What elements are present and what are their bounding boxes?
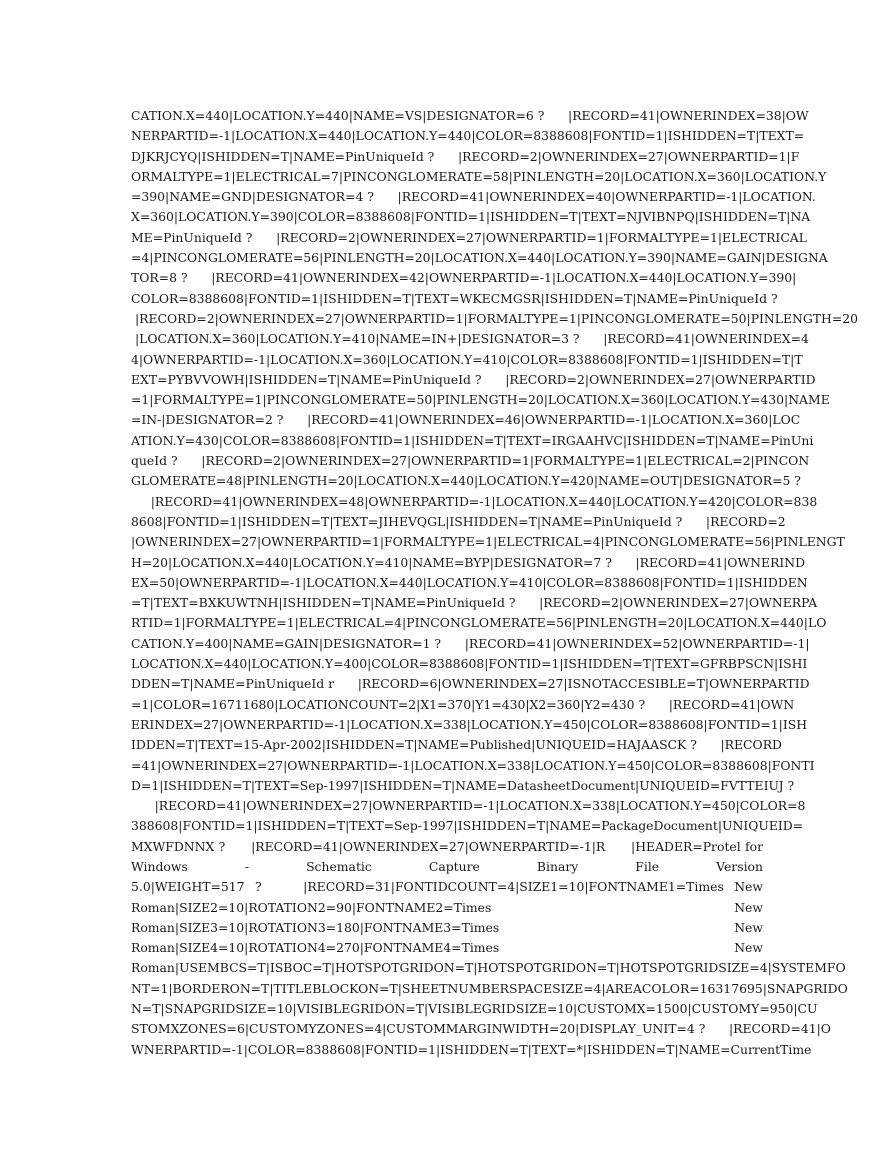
text-line: D=1|ISHIDDEN=T|TEXT=Sep-1997|ISHIDDEN=T|NAME=DatasheetDocument|UNIQUEID=FVTTEIUJ ?: [131, 777, 795, 793]
text-line: Roman|SIZE3=10|ROTATION3=180|FONTNAME3=Times New: [131, 919, 763, 935]
text-line: CATION.Y=400|NAME=GAIN|DESIGNATOR=1 ? |RECORD=41|OWNERINDEX=52|OWNERPARTID=-1|: [131, 635, 810, 651]
text-line: Windows - Schematic Capture Binary File Version: [131, 858, 763, 874]
text-line: NERPARTID=-1|LOCATION.X=440|LOCATION.Y=440|COLOR=8388608|FONTID=1|ISHIDDEN=T|TEXT=: [131, 128, 805, 144]
text-line: X=360|LOCATION.Y=390|COLOR=8388608|FONTID=1|ISHIDDEN=T|TEXT=NJVIBNPQ|ISHIDDEN=T|NA: [131, 209, 811, 225]
text-line: 5.0|WEIGHT=517 ? |RECORD=31|FONTIDCOUNT=4|SIZE1=10|FONTNAME1=Times New: [131, 879, 763, 895]
text-line: Roman|SIZE2=10|ROTATION2=90|FONTNAME2=Times New: [131, 899, 763, 915]
text-line: 388608|FONTID=1|ISHIDDEN=T|TEXT=Sep-1997|ISHIDDEN=T|NAME=PackageDocument|UNIQUEID=: [131, 818, 804, 834]
text-line: EXT=PYBVVOWH|ISHIDDEN=T|NAME=PinUniqueId ? |RECORD=2|OWNERINDEX=27|OWNERPARTID: [131, 371, 816, 387]
text-line: |RECORD=41|OWNERINDEX=48|OWNERPARTID=-1|LOCATION.X=440|LOCATION.Y=420|COLOR=838: [131, 493, 818, 509]
text-line: ME=PinUniqueId ? |RECORD=2|OWNERINDEX=27|OWNERPARTID=1|FORMALTYPE=1|ELECTRICAL: [131, 229, 807, 245]
text-line: GLOMERATE=48|PINLENGTH=20|LOCATION.X=440|LOCATION.Y=420|NAME=OUT|DESIGNATOR=5 ?: [131, 473, 801, 489]
text-line: =IN-|DESIGNATOR=2 ? |RECORD=41|OWNERINDEX=46|OWNERPARTID=-1|LOCATION.X=360|LOC: [131, 412, 801, 428]
text-line: =41|OWNERINDEX=27|OWNERPARTID=-1|LOCATION.X=338|LOCATION.Y=450|COLOR=8388608|FONTI: [131, 757, 815, 773]
text-line: COLOR=8388608|FONTID=1|ISHIDDEN=T|TEXT=WKECMGSR|ISHIDDEN=T|NAME=PinUniqueId ?: [131, 290, 778, 306]
document-body-text: [131, 106, 859, 1060]
text-line: DDEN=T|NAME=PinUniqueId r |RECORD=6|OWNERINDEX=27|ISNOTACCESIBLE=T|OWNERPARTID: [131, 676, 810, 692]
text-line: |RECORD=41|OWNERINDEX=27|OWNERPARTID=-1|LOCATION.X=338|LOCATION.Y=450|COLOR=8: [131, 798, 806, 814]
text-line: queId ? |RECORD=2|OWNERINDEX=27|OWNERPARTID=1|FORMALTYPE=1|ELECTRICAL=2|PINCON: [131, 453, 810, 469]
text-line: Roman|SIZE4=10|ROTATION4=270|FONTNAME4=Times New: [131, 940, 763, 956]
text-line: H=20|LOCATION.X=440|LOCATION.Y=410|NAME=BYP|DESIGNATOR=7 ? |RECORD=41|OWNERIND: [131, 554, 806, 570]
text-line: ERINDEX=27|OWNERPARTID=-1|LOCATION.X=338|LOCATION.Y=450|COLOR=8388608|FONTID=1|ISH: [131, 716, 808, 732]
text-line: NT=1|BORDERON=T|TITLEBLOCKON=T|SHEETNUMBERSPACESIZE=4|AREACOLOR=16317695|SNAPGRIDO: [131, 980, 848, 996]
text-line: LOCATION.X=440|LOCATION.Y=400|COLOR=8388608|FONTID=1|ISHIDDEN=T|TEXT=GFRBPSCN|ISHI: [131, 656, 808, 672]
text-line: RTID=1|FORMALTYPE=1|ELECTRICAL=4|PINCONGLOMERATE=56|PINLENGTH=20|LOCATION.X=440|LO: [131, 615, 827, 631]
text-line: 8608|FONTID=1|ISHIDDEN=T|TEXT=JIHEVQGL|ISHIDDEN=T|NAME=PinUniqueId ? |RECORD=2: [131, 513, 786, 529]
text-line: WNERPARTID=-1|COLOR=8388608|FONTID=1|ISHIDDEN=T|TEXT=*|ISHIDDEN=T|NAME=CurrentTime: [131, 1041, 812, 1057]
text-line: DJKRJCYQ|ISHIDDEN=T|NAME=PinUniqueId ? |RECORD=2|OWNERINDEX=27|OWNERPARTID=1|F: [131, 148, 800, 164]
text-line: |RECORD=2|OWNERINDEX=27|OWNERPARTID=1|FORMALTYPE=1|PINCONGLOMERATE=50|PINLENGTH=20: [131, 310, 859, 326]
text-line: |OWNERINDEX=27|OWNERPARTID=1|FORMALTYPE=1|ELECTRICAL=4|PINCONGLOMERATE=56|PINLENGT: [131, 534, 845, 550]
text-line: TOR=8 ? |RECORD=41|OWNERINDEX=42|OWNERPARTID=-1|LOCATION.X=440|LOCATION.Y=390|: [131, 270, 797, 286]
text-line: ORMALTYPE=1|ELECTRICAL=7|PINCONGLOMERATE=58|PINLENGTH=20|LOCATION.X=360|LOCATION.Y: [131, 168, 827, 184]
text-line: =4|PINCONGLOMERATE=56|PINLENGTH=20|LOCATION.X=440|LOCATION.Y=390|NAME=GAIN|DESIGNA: [131, 250, 828, 266]
text-line: =390|NAME=GND|DESIGNATOR=4 ? |RECORD=41|OWNERINDEX=40|OWNERPARTID=-1|LOCATION.: [131, 189, 816, 205]
text-line: CATION.X=440|LOCATION.Y=440|NAME=VS|DESIGNATOR=6 ? |RECORD=41|OWNERINDEX=38|OW: [131, 108, 809, 123]
text-line: IDDEN=T|TEXT=15-Apr-2002|ISHIDDEN=T|NAME=Published|UNIQUEID=HAJAASCK ? |RECORD: [131, 737, 782, 753]
text-line: =T|TEXT=BXKUWTNH|ISHIDDEN=T|NAME=PinUniqueId ? |RECORD=2|OWNERINDEX=27|OWNERPA: [131, 595, 818, 611]
text-line: MXWFDNNX ? |RECORD=41|OWNERINDEX=27|OWNERPARTID=-1|R |HEADER=Protel for: [131, 838, 763, 854]
text-line: N=T|SNAPGRIDSIZE=10|VISIBLEGRIDON=T|VISIBLEGRIDSIZE=10|CUSTOMX=1500|CUSTOMY=950|CU: [131, 1001, 818, 1017]
text-line: 4|OWNERPARTID=-1|LOCATION.X=360|LOCATION.Y=410|COLOR=8388608|FONTID=1|ISHIDDEN=T|T: [131, 351, 803, 367]
text-line: =1|FORMALTYPE=1|PINCONGLOMERATE=50|PINLENGTH=20|LOCATION.X=360|LOCATION.Y=430|NAME: [131, 392, 830, 408]
text-line: ATION.Y=430|COLOR=8388608|FONTID=1|ISHIDDEN=T|TEXT=IRGAAHVC|ISHIDDEN=T|NAME=PinUni: [131, 432, 814, 448]
text-line: |LOCATION.X=360|LOCATION.Y=410|NAME=IN+|DESIGNATOR=3 ? |RECORD=41|OWNERINDEX=4: [131, 331, 809, 347]
text-line: EX=50|OWNERPARTID=-1|LOCATION.X=440|LOCATION.Y=410|COLOR=8388608|FONTID=1|ISHIDDEN: [131, 574, 808, 590]
text-line: Roman|USEMBCS=T|ISBOC=T|HOTSPOTGRIDON=T|HOTSPOTGRIDON=T|HOTSPOTGRIDSIZE=4|SYSTEMFO: [131, 960, 846, 976]
text-line: =1|COLOR=16711680|LOCATIONCOUNT=2|X1=370|Y1=430|X2=360|Y2=430 ? |RECORD=41|OWN: [131, 696, 795, 712]
text-line: STOMXZONES=6|CUSTOMYZONES=4|CUSTOMMARGINWIDTH=20|DISPLAY_UNIT=4 ? |RECORD=41|O: [131, 1021, 831, 1037]
